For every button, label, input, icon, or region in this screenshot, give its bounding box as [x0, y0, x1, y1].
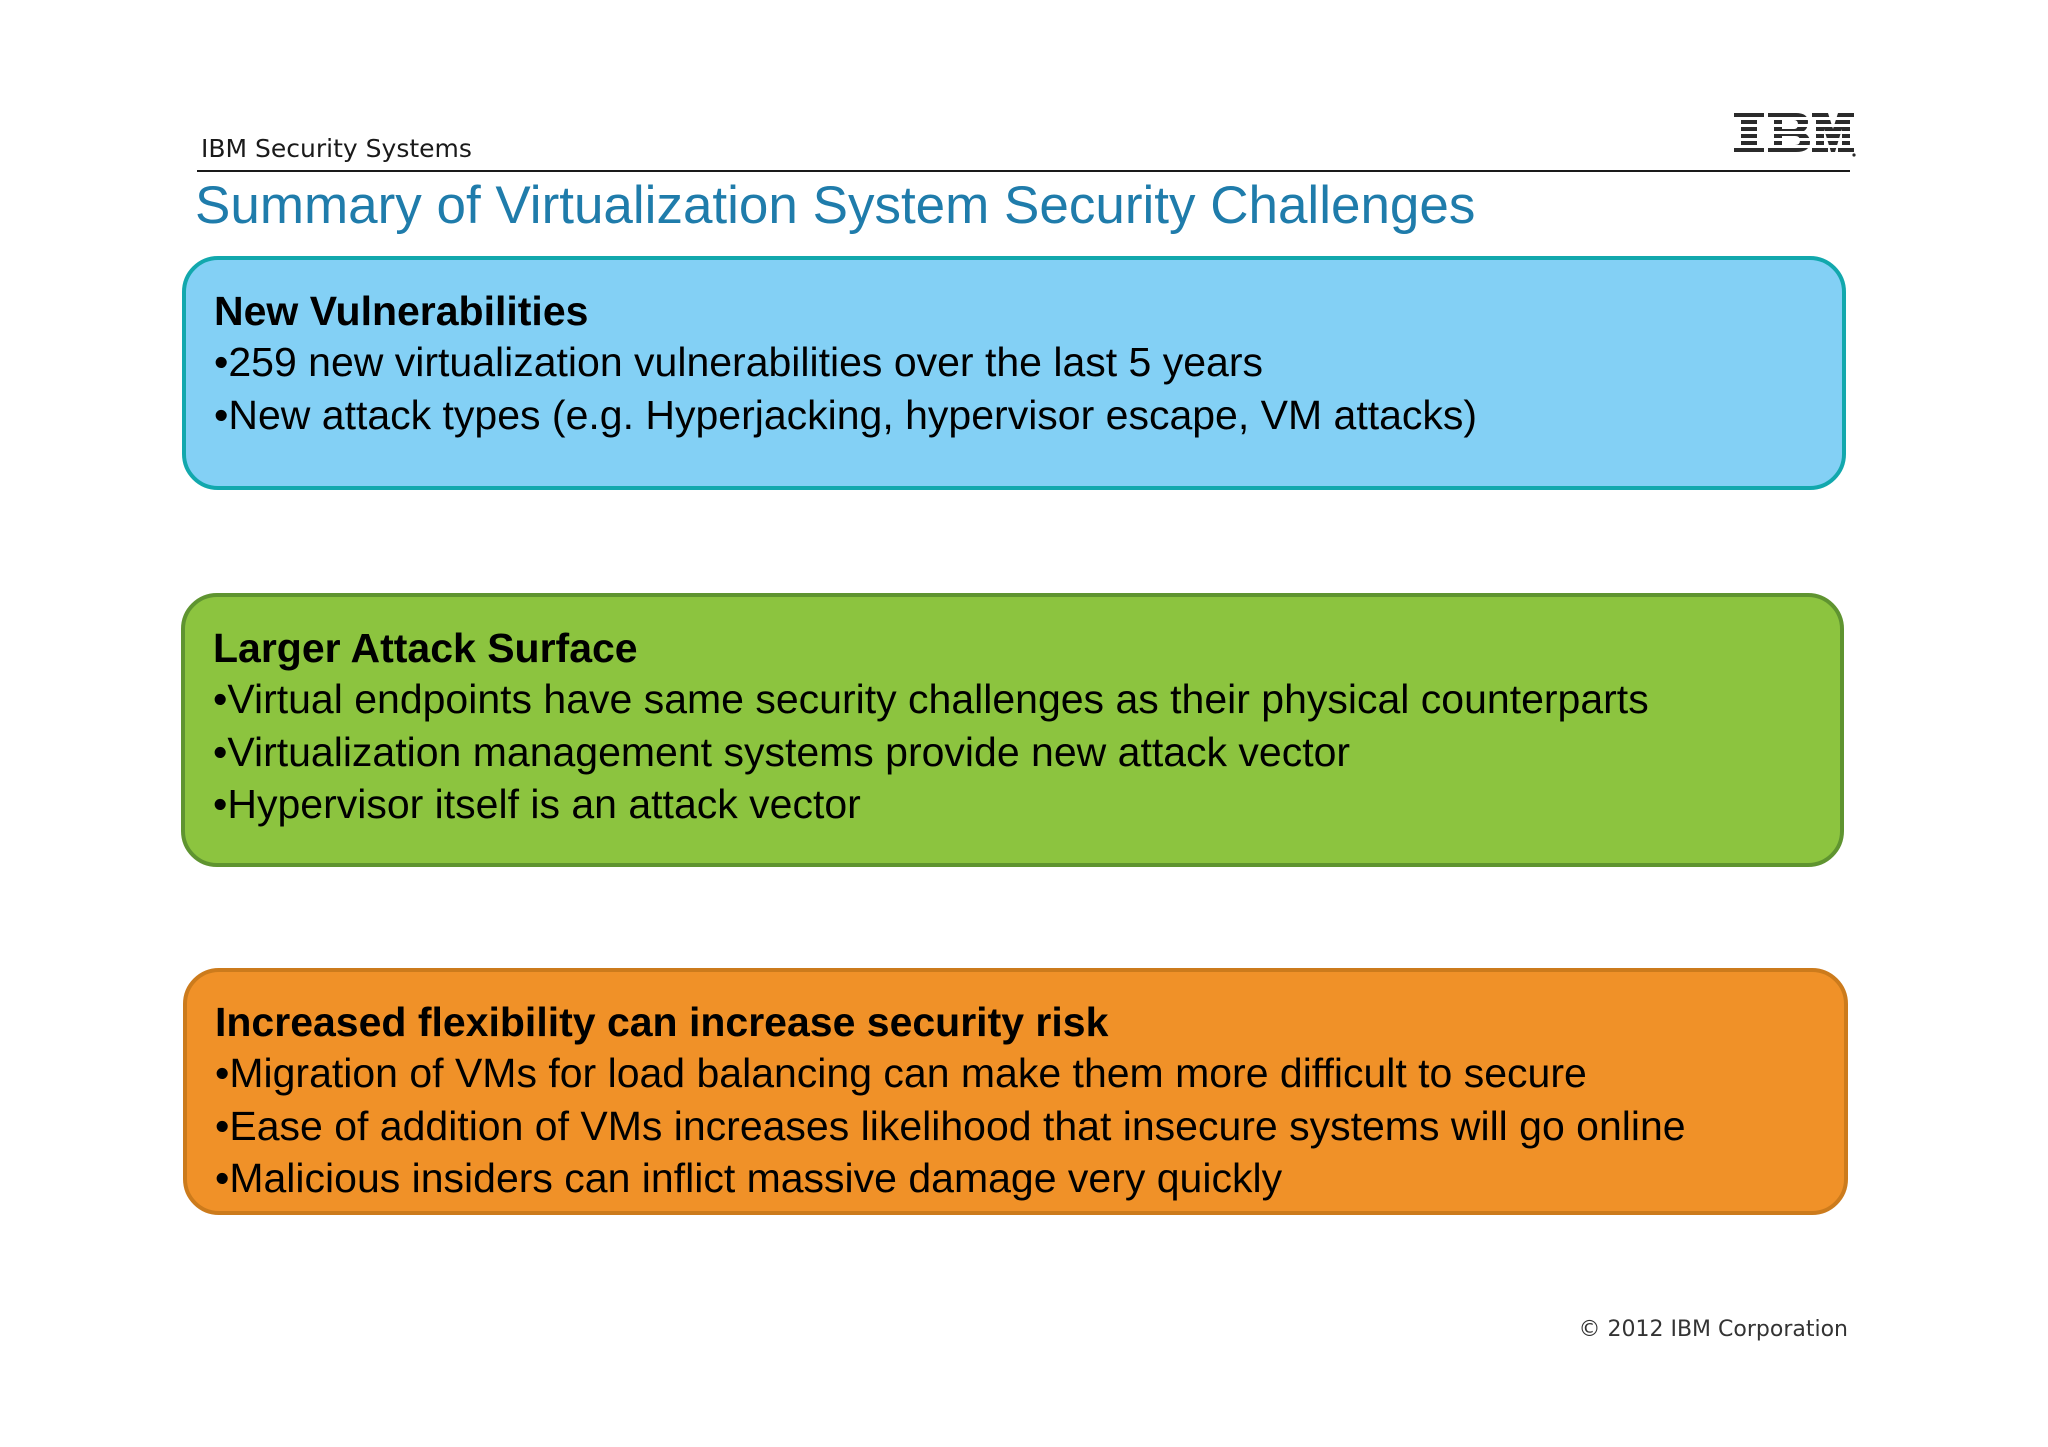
copyright-footer: © 2012 IBM Corporation — [1578, 1317, 1848, 1342]
slide-title: Summary of Virtualization System Security Challenges — [195, 176, 1476, 235]
header-divider — [197, 170, 1850, 172]
bullet-item: •Ease of addition of VMs increases likelihood that insecure systems will go online — [215, 1102, 1686, 1149]
bullet-item: •Malicious insiders can inflict massive damage very quickly — [215, 1155, 1283, 1201]
box-heading: Larger Attack Surface — [213, 625, 638, 671]
box-increased-flexibility — [183, 968, 1848, 1215]
bullet-item: •Hypervisor itself is an attack vector — [213, 781, 861, 827]
box-new-vulnerabilities — [182, 256, 1846, 490]
box-heading: Increased flexibility can increase security risk — [215, 999, 1109, 1045]
bullet-item: •259 new virtualization vulnerabilities over the last 5 years — [214, 339, 1264, 385]
ibm-logo-icon — [1734, 111, 1856, 159]
bullet-item: •Virtual endpoints have same security challenges as their physical counterparts — [213, 676, 1649, 722]
section-label: IBM Security Systems — [201, 134, 472, 163]
box-larger-attack-surface — [181, 593, 1844, 867]
bullet-item: •Migration of VMs for load balancing can make them more difficult to secure — [215, 1050, 1587, 1096]
box-heading: New Vulnerabilities — [214, 288, 589, 334]
bullet-item: •New attack types (e.g. Hyperjacking, hypervisor escape, VM attacks) — [214, 391, 1478, 438]
bullet-item: •Virtualization management systems provide new attack vector — [213, 728, 1351, 775]
